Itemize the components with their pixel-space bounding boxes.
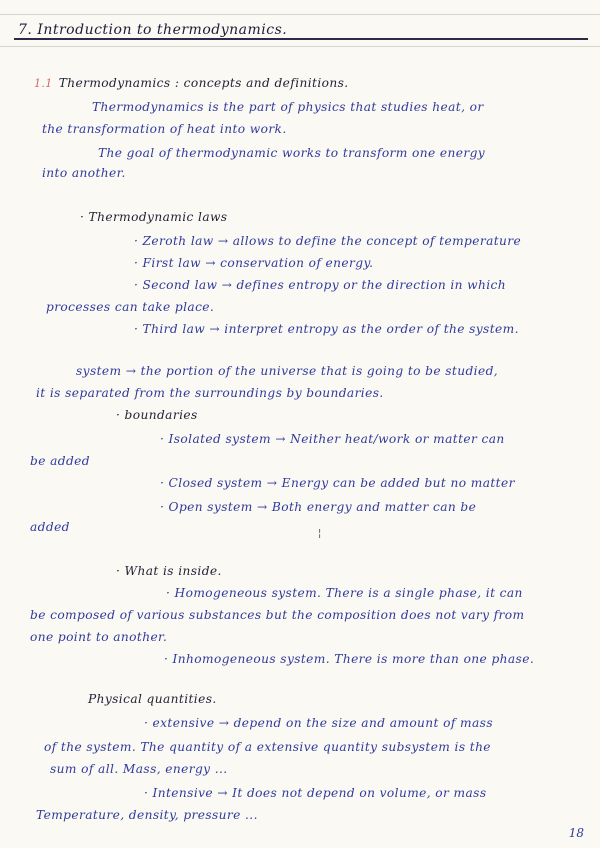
quantities-heading: Physical quantities. (88, 692, 217, 706)
quantity-item: Temperature, density, pressure ... (36, 808, 258, 822)
section-number: 1.1 (34, 77, 53, 90)
quantity-item: · Intensive → It does not depend on volume, or mass (144, 786, 487, 800)
boundary-item: · Open system → Both energy and matter can be (160, 500, 477, 514)
margin-mark: ¦ (318, 528, 322, 539)
law-item: · Third law → interpret entropy as the order of the system. (134, 322, 519, 336)
laws-heading: · Thermodynamic laws (80, 210, 228, 224)
quantity-item: · extensive → depend on the size and amount of mass (144, 716, 493, 730)
inside-item: · Homogeneous system. There is a single phase, it can (166, 586, 523, 600)
boundaries-heading: · boundaries (116, 408, 198, 422)
section-title: Thermodynamics : concepts and definitions. (58, 76, 349, 90)
law-item: · Zeroth law → allows to define the concept of temperature (134, 234, 522, 248)
paragraph-line: into another. (42, 166, 126, 180)
quantity-item: of the system. The quantity of a extensive quantity subsystem is the (44, 740, 491, 754)
inside-item: be composed of various substances but the composition does not vary from (30, 608, 525, 622)
page-number: 18 (568, 826, 584, 840)
boundary-item: · Isolated system → Neither heat/work or matter can (160, 432, 505, 446)
law-item: processes can take place. (46, 300, 215, 314)
paragraph-line: it is separated from the surroundings by boundaries. (36, 386, 384, 400)
section-heading (34, 76, 349, 90)
paragraph-line: The goal of thermodynamic works to transform one energy (98, 146, 486, 160)
paragraph-line: Thermodynamics is the part of physics that studies heat, or (92, 100, 484, 114)
boundary-item: added (30, 520, 70, 534)
boundary-item: · Closed system → Energy can be added but no matter (160, 476, 515, 490)
paragraph-line: the transformation of heat into work. (42, 122, 287, 136)
inside-item: one point to another. (30, 630, 168, 644)
page-title: 7. Introduction to thermodynamics. (18, 22, 288, 38)
boundary-item: be added (30, 454, 90, 468)
law-item: · First law → conservation of energy. (134, 256, 374, 270)
quantity-item: sum of all. Mass, energy ... (50, 762, 228, 776)
law-item: · Second law → defines entropy or the direction in which (134, 278, 507, 292)
inside-heading: · What is inside. (116, 564, 222, 578)
paragraph-line: system → the portion of the universe that is going to be studied, (76, 364, 499, 378)
inside-item: · Inhomogeneous system. There is more than one phase. (164, 652, 535, 666)
